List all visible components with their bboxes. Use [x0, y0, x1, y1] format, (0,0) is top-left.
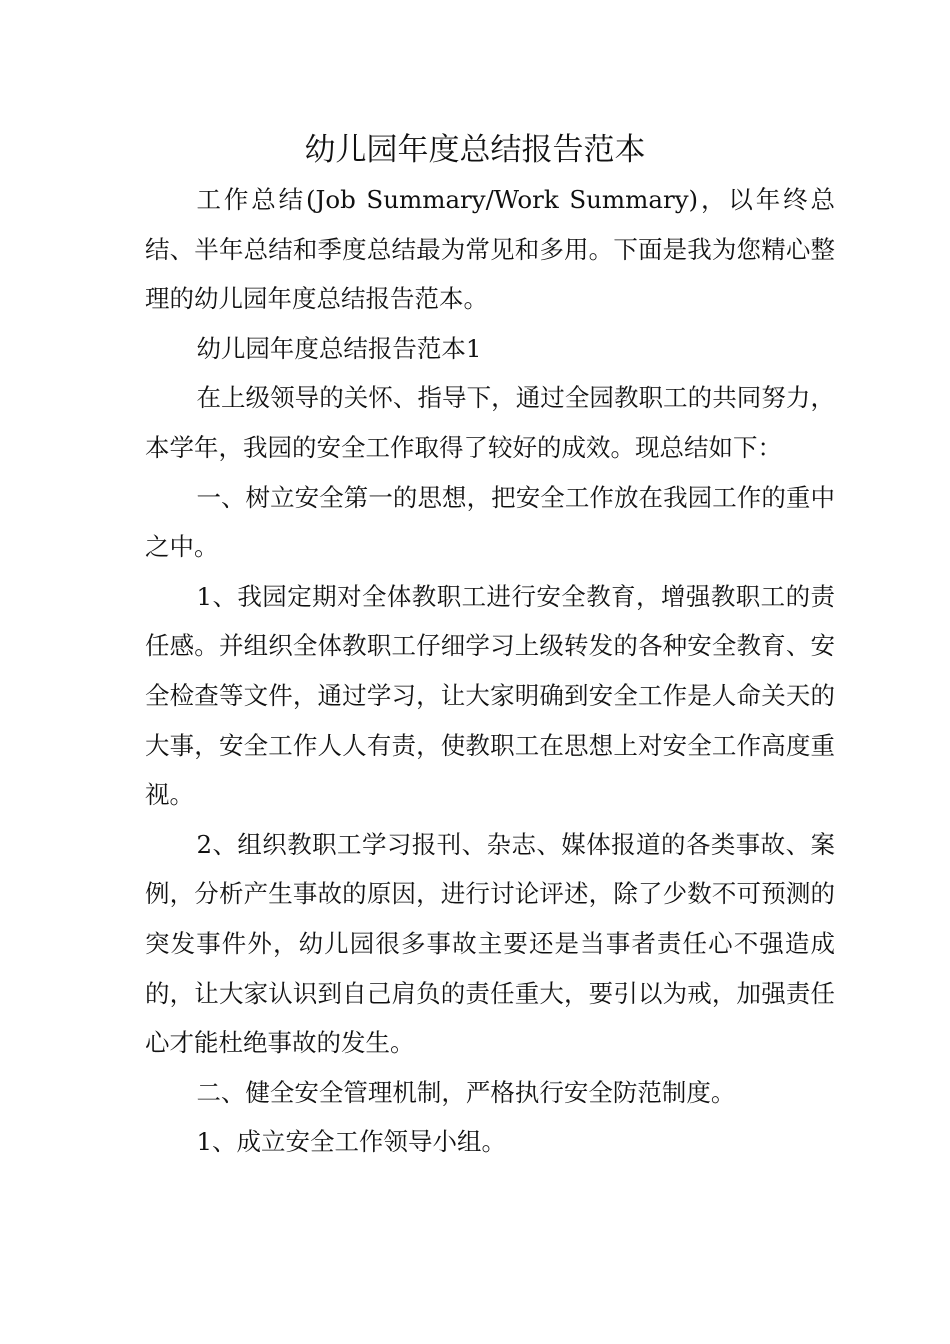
paragraph-section-2-item-1: 1、成立安全工作领导小组。: [196, 1127, 507, 1157]
paragraph-section-2-heading: 二、健全安全管理机制，严格执行安全防范制度。: [196, 1077, 736, 1107]
paragraph-section-1-item-1: 1、我园定期对全体教职工进行安全教育，增强教职工的责任感。并组织全体教职工仔细学习上级转发的各种安全教育、安全检查等文件，通过学习，让大家明确到安全工作是人命关天的大事，安全工作人人有责，使教职工在思想上对安全工作高度重视。: [145, 581, 835, 810]
paragraph-opening: 在上级领导的关怀、指导下，通过全园教职工的共同努力，本学年，我园的安全工作取得了较好的成效。现总结如下：: [145, 383, 835, 462]
paragraph-intro: 工作总结(Job Summary/Work Summary)，以年终总结、半年总结和季度总结最为常见和多用。下面是我为您精心整理的幼儿园年度总结报告范本。: [145, 185, 835, 314]
document-body: [145, 175, 835, 1167]
paragraph-section-1-heading: 一、树立安全第一的思想，把安全工作放在我园工作的重中之中。: [145, 482, 835, 562]
document-title: 幼儿园年度总结报告范本: [304, 132, 646, 168]
paragraph-subtitle: 幼儿园年度总结报告范本1: [196, 333, 482, 363]
paragraph-section-1-item-2: 2、组织教职工学习报刊、杂志、媒体报道的各类事故、案例，分析产生事故的原因，进行讨论评述，除了少数不可预测的突发事件外，幼儿园很多事故主要还是当事者责任心不强造成的，让大家认识到自己肩负的责任重大，要引以为戒，加强责任心才能杜绝事故的发生。: [145, 829, 835, 1058]
